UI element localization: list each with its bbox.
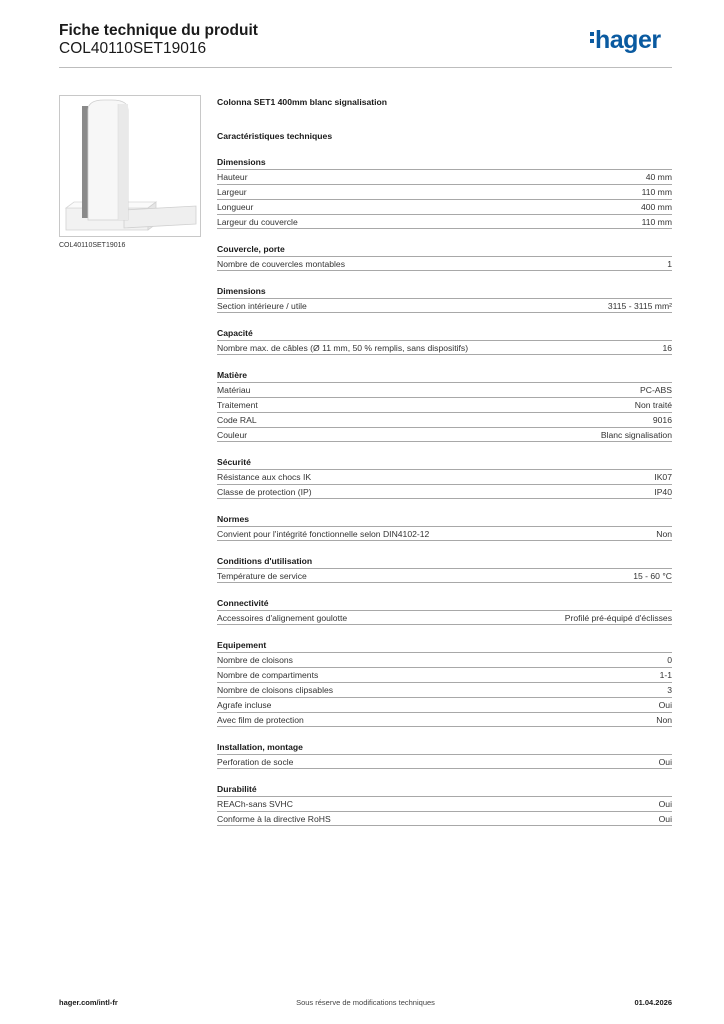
spec-rows (217, 340, 672, 355)
spec-rows (217, 526, 672, 541)
specification-panel (217, 96, 672, 826)
spec-value: Oui (658, 799, 672, 809)
spec-rows (217, 256, 672, 271)
spec-label: Température de service (217, 571, 307, 581)
section-title: Dimensions (217, 286, 266, 296)
spec-value: 3115 - 3115 mm² (607, 301, 672, 311)
spec-label: Matériau (217, 385, 251, 395)
spec-section (217, 555, 672, 583)
spec-value: 110 mm (641, 217, 672, 227)
spec-value: IP40 (654, 487, 672, 497)
spec-label: Largeur (217, 187, 247, 197)
spec-row (217, 712, 672, 727)
column-product-illustration (60, 96, 200, 236)
spec-value: Non (656, 715, 672, 725)
spec-section (217, 456, 672, 499)
section-title: Couvercle, porte (217, 244, 285, 254)
spec-label: Résistance aux chocs IK (217, 472, 312, 482)
logo-text: hager (595, 26, 661, 54)
spec-value: 16 (662, 343, 672, 353)
section-title: Dimensions (217, 157, 266, 167)
spec-section (217, 243, 672, 271)
image-caption: COL40110SET19016 (59, 242, 126, 249)
spec-label: Accessoires d'alignement goulotte (217, 613, 348, 623)
spec-rows (217, 469, 672, 499)
section-title: Normes (217, 514, 249, 524)
spec-section (217, 741, 672, 769)
spec-value: 40 mm (645, 172, 672, 182)
spec-label: Nombre de cloisons clipsables (217, 685, 334, 695)
spec-row (217, 397, 672, 412)
spec-section (217, 369, 672, 442)
spec-label: Traitement (217, 400, 258, 410)
spec-row (217, 796, 672, 811)
spec-rows (217, 169, 672, 229)
spec-label: Largeur du couvercle (217, 217, 298, 227)
footer-date: 01.04.2026 (634, 998, 672, 1007)
spec-value: Non (656, 529, 672, 539)
document-title: Fiche technique du produit (59, 22, 258, 39)
spec-row (217, 667, 672, 682)
spec-label: Hauteur (217, 172, 248, 182)
spec-value: Non traité (634, 400, 672, 410)
spec-row (217, 427, 672, 442)
spec-rows (217, 298, 672, 313)
spec-value: Oui (658, 814, 672, 824)
spec-label: Nombre de cloisons (217, 655, 293, 665)
spec-label: Avec film de protection (217, 715, 304, 725)
spec-row (217, 610, 672, 625)
product-name: Colonna SET1 400mm blanc signalisation (217, 97, 388, 107)
spec-row (217, 214, 672, 229)
spec-label: Code RAL (217, 415, 257, 425)
spec-value: IK07 (654, 472, 672, 482)
spec-section (217, 783, 672, 826)
spec-rows (217, 568, 672, 583)
spec-section (217, 327, 672, 355)
footer-note: Sous réserve de modifications techniques (296, 998, 435, 1007)
spec-value: 3 (667, 685, 672, 695)
spec-row (217, 169, 672, 184)
spec-row (217, 184, 672, 199)
spec-label: Perforation de socle (217, 757, 294, 767)
spec-label: REACh-sans SVHC (217, 799, 293, 809)
spec-row (217, 526, 672, 541)
spec-row (217, 697, 672, 712)
spec-sections (217, 156, 672, 826)
spec-row (217, 199, 672, 214)
spec-section (217, 597, 672, 625)
spec-row (217, 469, 672, 484)
spec-row (217, 340, 672, 355)
section-title: Matière (217, 370, 248, 380)
spec-value: 110 mm (641, 187, 672, 197)
spec-label: Convient pour l'intégrité fonctionnelle selon DIN4102-12 (217, 529, 430, 539)
spec-row (217, 568, 672, 583)
footer-website: hager.com/intl-fr (59, 998, 118, 1007)
spec-value: Profilé pré-équipé d'éclisses (564, 613, 672, 623)
spec-rows (217, 754, 672, 769)
document-header (59, 22, 258, 58)
page-footer (59, 998, 672, 1010)
spec-value: 0 (667, 655, 672, 665)
spec-row (217, 256, 672, 271)
spec-value: Oui (658, 757, 672, 767)
spec-label: Classe de protection (IP) (217, 487, 312, 497)
spec-section (217, 285, 672, 313)
spec-label: Agrafe incluse (217, 700, 272, 710)
spec-row (217, 652, 672, 667)
spec-rows (217, 652, 672, 727)
section-title: Equipement (217, 640, 267, 650)
section-title: Durabilité (217, 784, 257, 794)
spec-rows (217, 382, 672, 442)
section-title: Capacité (217, 328, 253, 338)
spec-value: 400 mm (640, 202, 672, 212)
spec-value: 9016 (652, 415, 672, 425)
spec-label: Nombre de compartiments (217, 670, 319, 680)
spec-value: Blanc signalisation (600, 430, 672, 440)
spec-label: Conforme à la directive RoHS (217, 814, 331, 824)
logo-colon-icon (590, 32, 594, 46)
section-title: Connectivité (217, 598, 269, 608)
product-image (59, 95, 201, 237)
header-divider (59, 67, 672, 68)
section-title: Sécurité (217, 457, 251, 467)
spec-row (217, 382, 672, 397)
spec-label: Section intérieure / utile (217, 301, 307, 311)
spec-value: Oui (658, 700, 672, 710)
spec-section (217, 156, 672, 229)
spec-row (217, 811, 672, 826)
spec-value: 15 - 60 °C (633, 571, 672, 581)
specs-heading: Caractéristiques techniques (217, 131, 333, 141)
spec-row (217, 412, 672, 427)
product-reference: COL40110SET19016 (59, 40, 207, 57)
spec-section (217, 639, 672, 727)
section-title: Conditions d'utilisation (217, 556, 313, 566)
spec-label: Nombre max. de câbles (Ø 11 mm, 50 % remplis, sans dispositifs) (217, 343, 469, 353)
section-title: Installation, montage (217, 742, 303, 752)
spec-rows (217, 610, 672, 625)
spec-value: PC-ABS (640, 385, 672, 395)
spec-label: Couleur (217, 430, 248, 440)
spec-label: Longueur (217, 202, 254, 212)
spec-section (217, 513, 672, 541)
spec-label: Nombre de couvercles montables (217, 259, 346, 269)
spec-row (217, 754, 672, 769)
spec-row (217, 682, 672, 697)
spec-value: 1-1 (659, 670, 672, 680)
spec-rows (217, 796, 672, 826)
hager-logo (590, 26, 661, 55)
spec-row (217, 484, 672, 499)
spec-row (217, 298, 672, 313)
spec-value: 1 (667, 259, 672, 269)
